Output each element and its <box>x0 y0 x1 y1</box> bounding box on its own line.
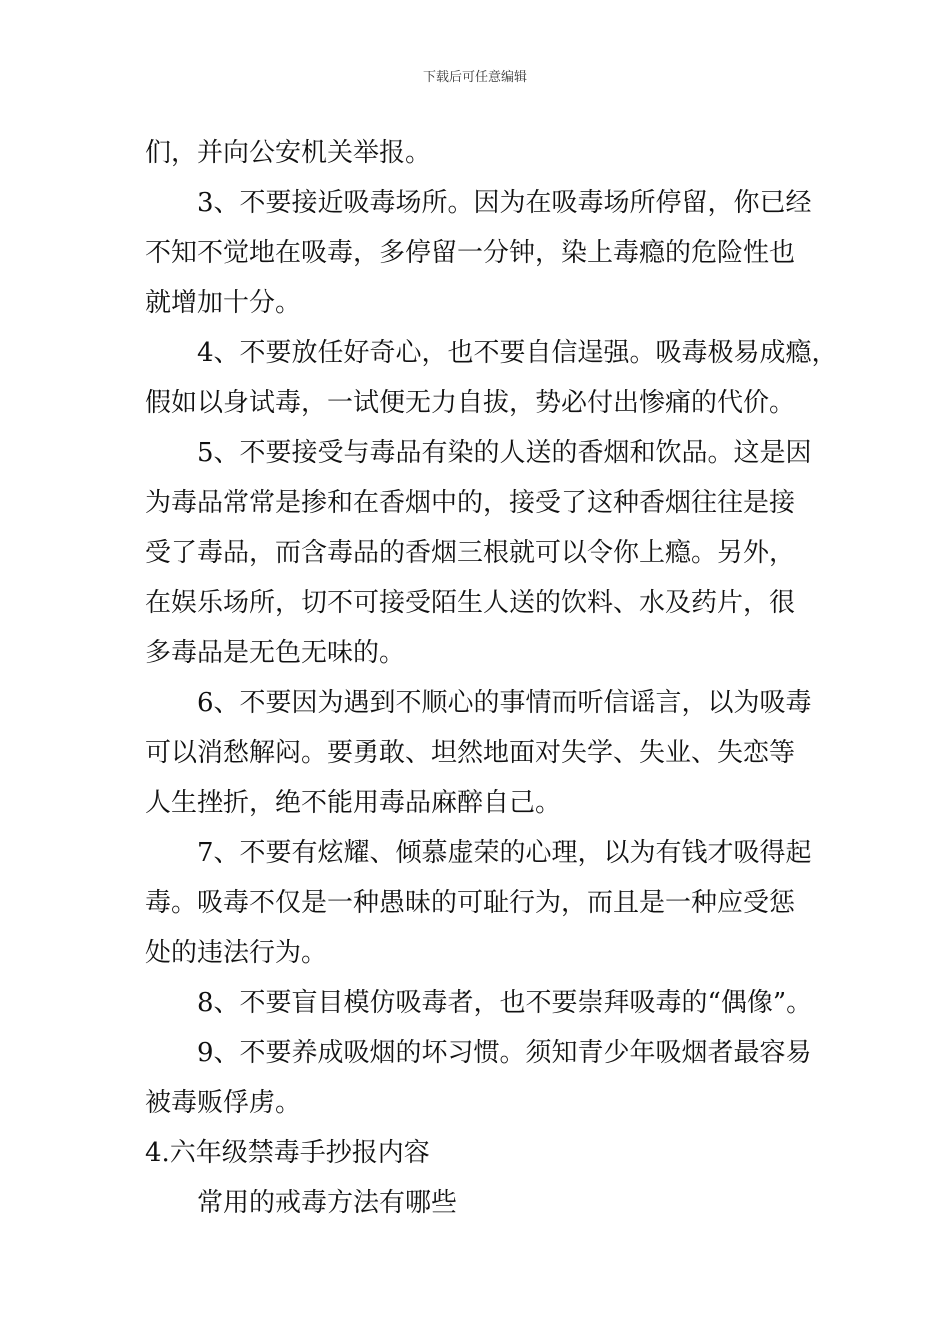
text-line: 6、不要因为遇到不顺心的事情而听信谣言，以为吸毒 <box>197 688 812 718</box>
text-line: 假如以身试毒，一试便无力自拔，势必付出惨痛的代价。 <box>145 388 796 418</box>
text-line: 可以消愁解闷。要勇敢、坦然地面对失学、失业、失恋等 <box>145 738 796 768</box>
text-line: 9、不要养成吸烟的坏习惯。须知青少年吸烟者最容易 <box>197 1038 812 1068</box>
text-line: 为毒品常常是掺和在香烟中的，接受了这种香烟往往是接 <box>145 488 796 518</box>
text-line: 就增加十分。 <box>145 288 302 318</box>
text-line: 常用的戒毒方法有哪些 <box>197 1188 458 1218</box>
text-line: 处的违法行为。 <box>145 938 328 968</box>
text-line: 受了毒品，而含毒品的香烟三根就可以令你上瘾。另外， <box>145 538 796 568</box>
text-line: 8、不要盲目模仿吸毒者，也不要崇拜吸毒的“偶像”。 <box>197 988 813 1018</box>
text-line: 多毒品是无色无味的。 <box>145 638 406 668</box>
section-heading: 4.六年级禁毒手抄报内容 <box>145 1138 430 1168</box>
text-line: 4、不要放任好奇心，也不要自信逞强。吸毒极易成瘾， <box>197 338 838 368</box>
text-line: 毒。吸毒不仅是一种愚昧的可耻行为，而且是一种应受惩 <box>145 888 796 918</box>
page-header: 下载后可任意编辑 <box>422 70 527 85</box>
text-line: 人生挫折，绝不能用毒品麻醉自己。 <box>145 788 562 818</box>
text-line: 7、不要有炫耀、倾慕虚荣的心理，以为有钱才吸得起 <box>197 838 812 868</box>
text-line: 们，并向公安机关举报。 <box>145 138 432 168</box>
text-line: 被毒贩俘虏。 <box>145 1088 302 1118</box>
text-line: 3、不要接近吸毒场所。因为在吸毒场所停留，你已经 <box>197 188 812 218</box>
text-line: 5、不要接受与毒品有染的人送的香烟和饮品。这是因 <box>197 438 812 468</box>
document-body <box>145 128 838 1228</box>
text-line: 不知不觉地在吸毒，多停留一分钟，染上毒瘾的危险性也 <box>145 238 796 268</box>
text-line: 在娱乐场所，切不可接受陌生人送的饮料、水及药片，很 <box>145 588 796 618</box>
